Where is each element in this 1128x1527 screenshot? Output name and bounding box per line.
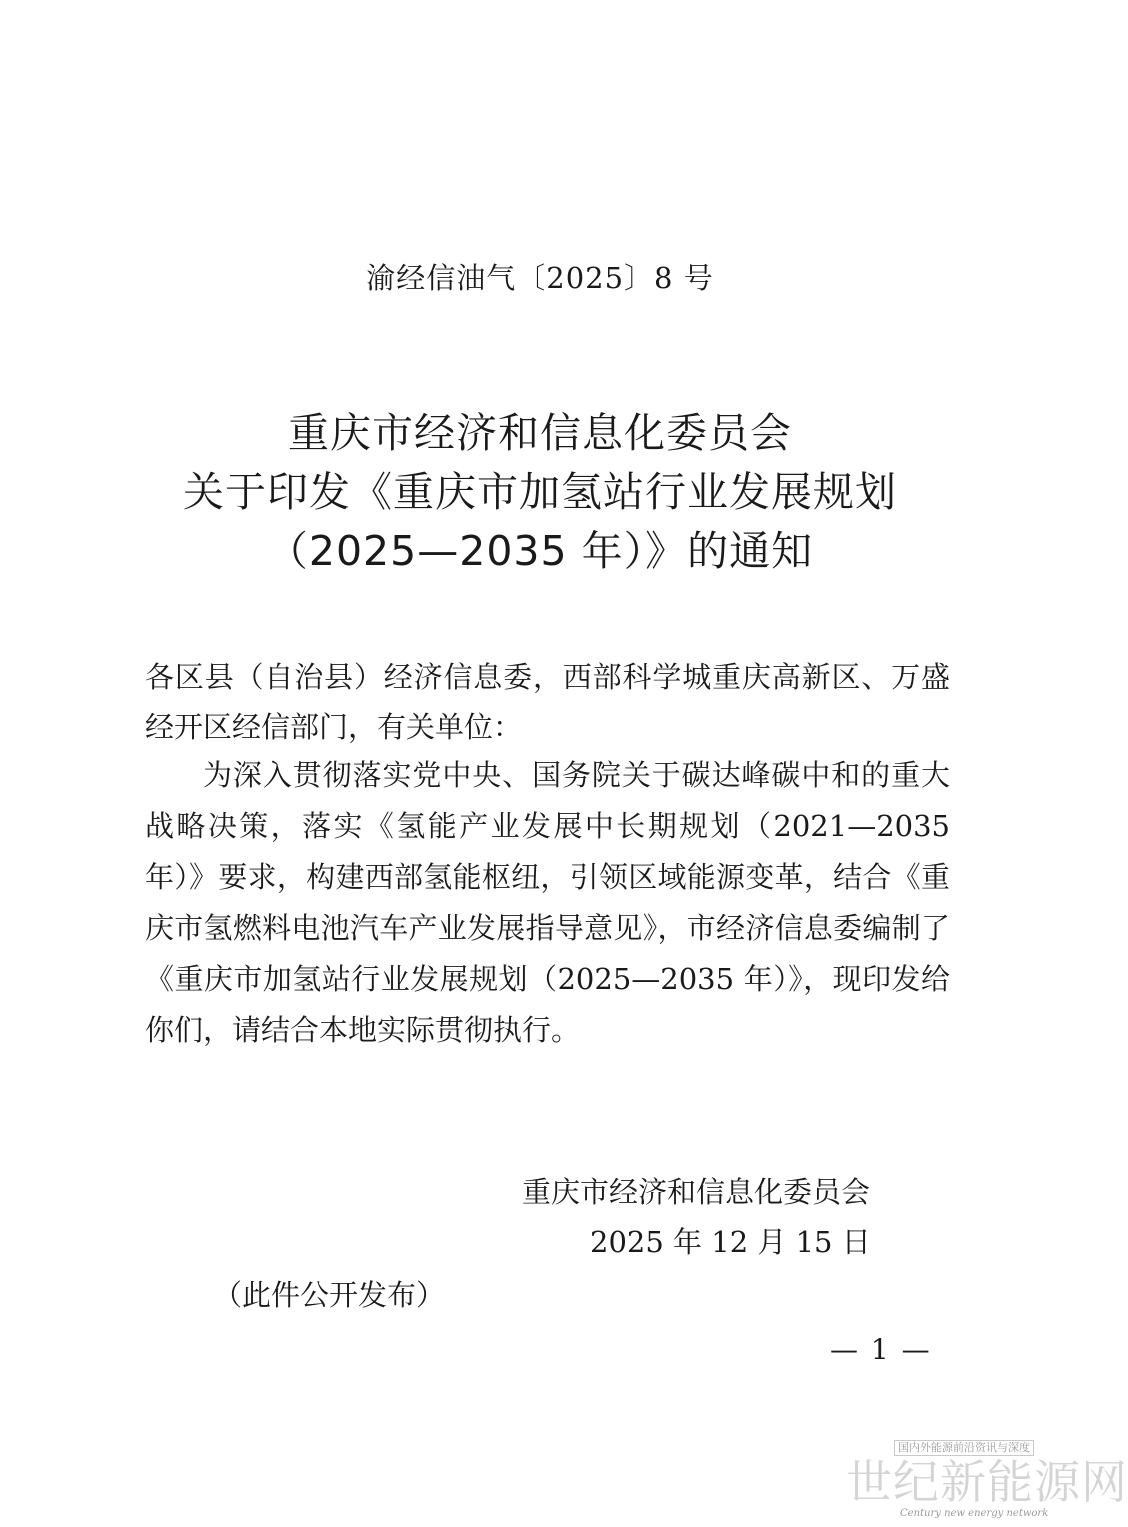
title-line-1: 重庆市经济和信息化委员会 [288, 409, 792, 457]
site-watermark [842, 1440, 1128, 1522]
page-number: — 1 — [830, 1333, 932, 1366]
signature-date: 2025 年 12 月 15 日 [590, 1225, 871, 1259]
salutation: 各区县（自治县）经济信息委，西部科学城重庆高新区、万盛经开区经信部门，有关单位： [145, 660, 950, 744]
document-title [0, 404, 1080, 581]
watermark-english: Century new energy network [900, 1508, 1049, 1519]
watermark-brand: 世纪新能源网 [846, 1455, 1128, 1509]
signature-organization: 重庆市经济和信息化委员会 [522, 1175, 871, 1209]
document-number: 渝经信油气〔2025〕8 号 [366, 261, 714, 295]
title-line-3: （2025—2035 年）》的通知 [266, 527, 814, 575]
body-paragraph: 为深入贯彻落实党中央、国务院关于碳达峰碳中和的重大战略决策，落实《氢能产业发展中长期规划（2021—2035 年）》要求，构建西部氢能枢纽，引领区域能源变革，结合《重庆市氢燃料电池汽车产业发展指导意见》，市经济信息委编制了《重庆市加氢站行业发展规划（2025—2035 年）》，现印发给你们，请结合本地实际贯彻执行。 [145, 758, 950, 1047]
public-release-note: （此件公开发布） [213, 1278, 446, 1312]
title-line-2: 关于印发《重庆市加氢站行业发展规划 [183, 468, 897, 516]
watermark-tagline: 国内外能源前沿资讯与深度 [894, 1440, 1034, 1456]
